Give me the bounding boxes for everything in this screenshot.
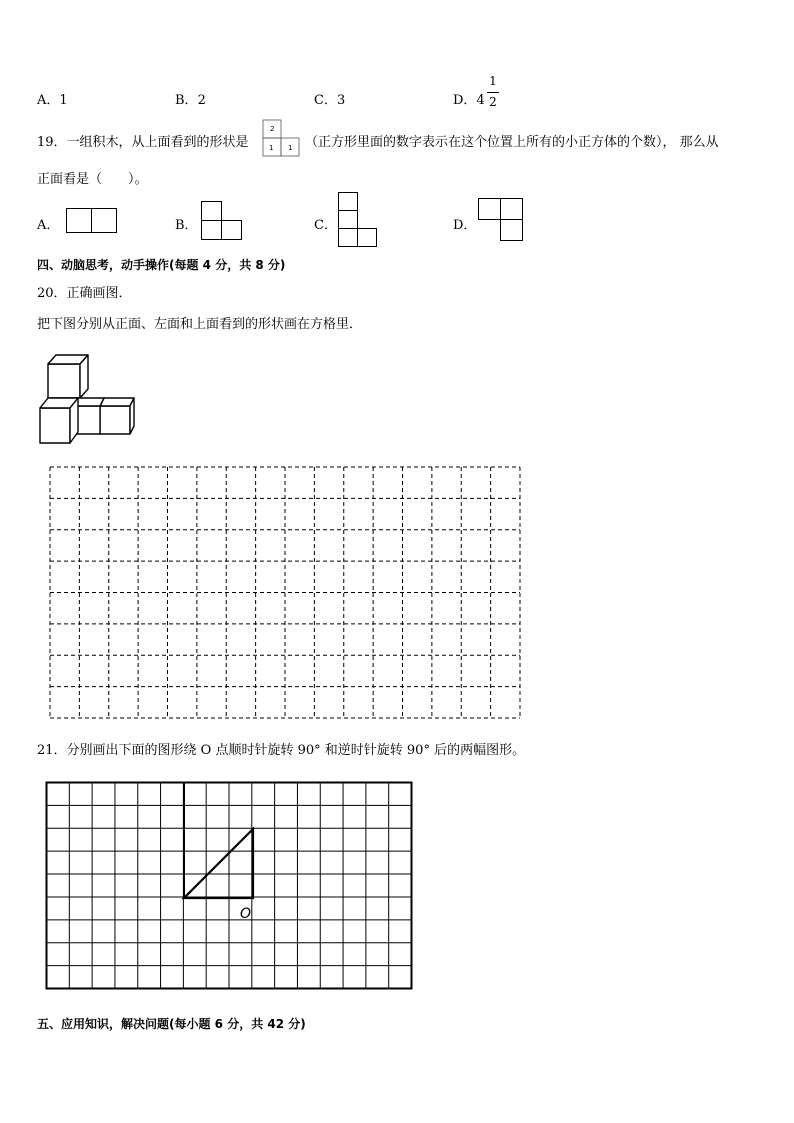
top-view-number: 1 [269,144,274,152]
q19-option-a-label[interactable]: A． [37,218,60,233]
q21-rotation-grid[interactable] [45,781,415,991]
option-text: 4 [476,93,485,108]
q19-option-b-label[interactable]: B． [175,218,198,233]
option-letter: C． [314,93,337,108]
option-text: 2 [197,93,206,108]
q20-title: 20．正确画图． [37,286,132,301]
q19-option-c-figure[interactable] [338,192,380,248]
q18-option-c[interactable] [314,89,345,108]
q19-option-d-label[interactable]: D． [453,218,477,233]
q19-text-line2: 正面看是（ ）。 [37,172,148,187]
q21-text: 21．分别画出下面的图形绕 O 点顺时针旋转 90° 和逆时针旋转 90° 后的两幅图形。 [37,743,526,758]
q20-instruction: 把下图分别从正面、左面和上面看到的形状画在方格里． [37,317,363,332]
point-o-label: O [240,906,252,922]
fraction-denominator: 2 [489,95,497,109]
option-text: 3 [336,93,346,108]
section-4-heading: 四、动脑思考，动手操作(每题 4 分，共 8 分) [37,258,286,272]
option-letter: A． [37,93,60,108]
q19-option-a-figure[interactable] [66,208,120,234]
top-view-number: 1 [288,144,293,152]
fraction-numerator: 1 [489,74,497,88]
fraction-bar [487,92,499,93]
top-view-figure [262,119,302,157]
q19-text-part1: 19．一组积木，从上面看到的形状是 [37,135,249,150]
q18-option-d[interactable] [453,89,485,108]
q19-option-c-label[interactable]: C． [314,218,337,233]
q19-option-d-figure[interactable] [478,198,526,244]
q18-option-a[interactable] [37,89,68,108]
option-letter: D． [453,93,477,108]
q20-dashed-grid[interactable] [48,465,524,721]
top-view-number: 2 [270,125,275,133]
q19-option-b-figure[interactable] [201,201,245,241]
q18-option-b[interactable] [175,89,206,108]
triangle-shape [184,829,253,898]
option-text: 1 [59,93,68,108]
q19-text-part2: （正方形里面的数字表示在这个位置上所有的小正方体的个数）， 那么从 [305,135,719,150]
cube-stack-figure [38,352,138,446]
section-5-heading: 五、应用知识，解决问题(每小题 6 分，共 42 分) [37,1017,306,1031]
option-letter: B． [175,93,198,108]
